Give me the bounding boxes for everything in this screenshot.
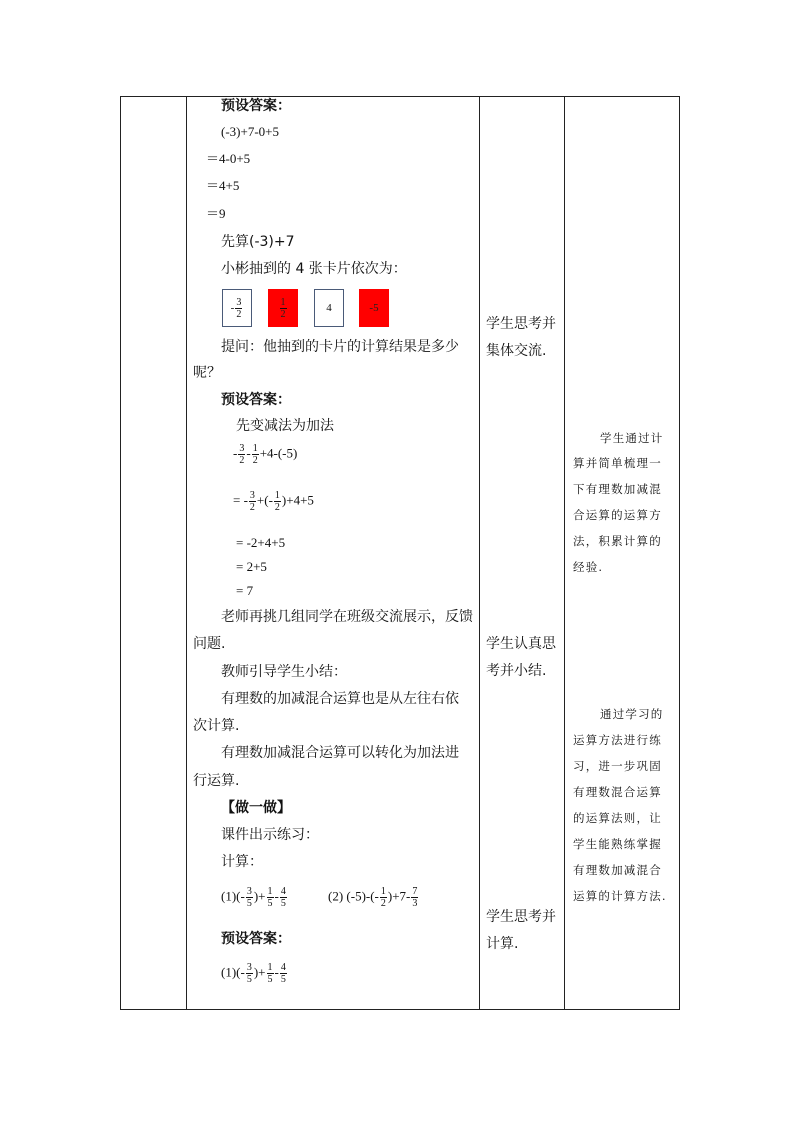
activity-text: 考并小结. [486, 663, 547, 679]
intent-text: 学生通过计 [600, 431, 664, 445]
intent-text: 下有理数加减混 [573, 482, 662, 496]
intent-text: 算并简单梳理一 [573, 456, 662, 470]
calc-line: ＝4+5 [206, 178, 240, 193]
number-card-red: -5 [359, 289, 389, 327]
calc-label: 计算： [221, 854, 263, 870]
column-divider [186, 97, 187, 1009]
calc-line: = 2+5 [236, 559, 267, 574]
column-divider [564, 97, 565, 1009]
exercise-expression: (1)(- $\frac{3}{5}$ )+ $\frac{1}{5}$ - $\frac{4}{5}$ [221, 886, 286, 909]
activity-text: 学生思考并 [486, 909, 556, 925]
preset-answer-label: 预设答案： [221, 98, 291, 114]
number-card: - $\frac{3}{2}$ [222, 289, 252, 327]
intent-text: 合运算的运算方 [573, 508, 662, 522]
courseware-text: 课件出示练习： [221, 827, 319, 843]
intent-text: 有理数混合运算 [573, 785, 662, 799]
feedback-text: 问题. [193, 636, 226, 652]
question-text: 呢？ [193, 365, 221, 381]
guide-text: 教师引导学生小结： [221, 664, 347, 680]
summary-text: 次计算. [193, 718, 240, 734]
calc-line: ＝9 [206, 206, 226, 221]
summary-text: 行运算. [193, 773, 240, 789]
step-text: 先变减法为加法 [236, 418, 334, 434]
intent-text: 运算的计算方法. [573, 889, 667, 903]
activity-text: 学生认真思 [486, 636, 556, 652]
activity-text: 计算. [486, 936, 519, 952]
cards-intro: 小彬抽到的 4 张卡片依次为： [221, 261, 407, 277]
preset-answer-label: 预设答案： [221, 392, 291, 408]
column-divider [479, 97, 480, 1009]
question-text: 提问：他抽到的卡片的计算结果是多少 [221, 339, 459, 355]
summary-text: 有理数的加减混合运算也是从左往右依 [221, 691, 459, 707]
calc-line: ＝4-0+5 [206, 151, 251, 166]
preset-answer-label: 预设答案： [221, 931, 291, 947]
intent-text: 有理数加减混合 [573, 863, 662, 877]
calc-line: (-3)+7-0+5 [221, 124, 279, 139]
activity-text: 学生思考并 [486, 316, 556, 332]
summary-text: 有理数加减混合运算可以转化为加法进 [221, 745, 459, 761]
intent-text: 运算方法进行练 [573, 733, 662, 747]
number-card-red: $\frac{1}{2}$ [268, 289, 298, 327]
calc-line: = -2+4+5 [236, 535, 286, 550]
intent-text: 通过学习的 [600, 707, 664, 721]
math-expression: = - $\frac{3}{2}$ +(- $\frac{1}{2}$ )+4+5 [233, 490, 314, 513]
number-card: 4 [314, 289, 344, 327]
calc-line: = 7 [236, 583, 254, 598]
first-step-text: 先算(-3)+7 [221, 234, 295, 250]
intent-text: 经验. [573, 560, 604, 574]
section-heading: 【做一做】 [221, 800, 291, 816]
math-expression: - $\frac{3}{2}$ - $\frac{1}{2}$ +4-(-5) [233, 443, 298, 466]
intent-text: 法，积累计算的 [573, 534, 662, 548]
feedback-text: 老师再挑几组同学在班级交流展示，反馈 [221, 609, 473, 625]
intent-text: 的运算法则，让 [573, 811, 662, 825]
exercise-expression: (2) (-5)-(- $\frac{1}{2}$ )+7- $\frac{7}{3}$ [328, 886, 418, 909]
answer-expression: (1)(- $\frac{3}{5}$ )+ $\frac{1}{5}$ - $\frac{4}{5}$ [221, 962, 286, 985]
intent-text: 习，进一步巩固 [573, 759, 662, 773]
activity-text: 集体交流. [486, 343, 547, 359]
intent-text: 学生能熟练掌握 [573, 837, 662, 851]
